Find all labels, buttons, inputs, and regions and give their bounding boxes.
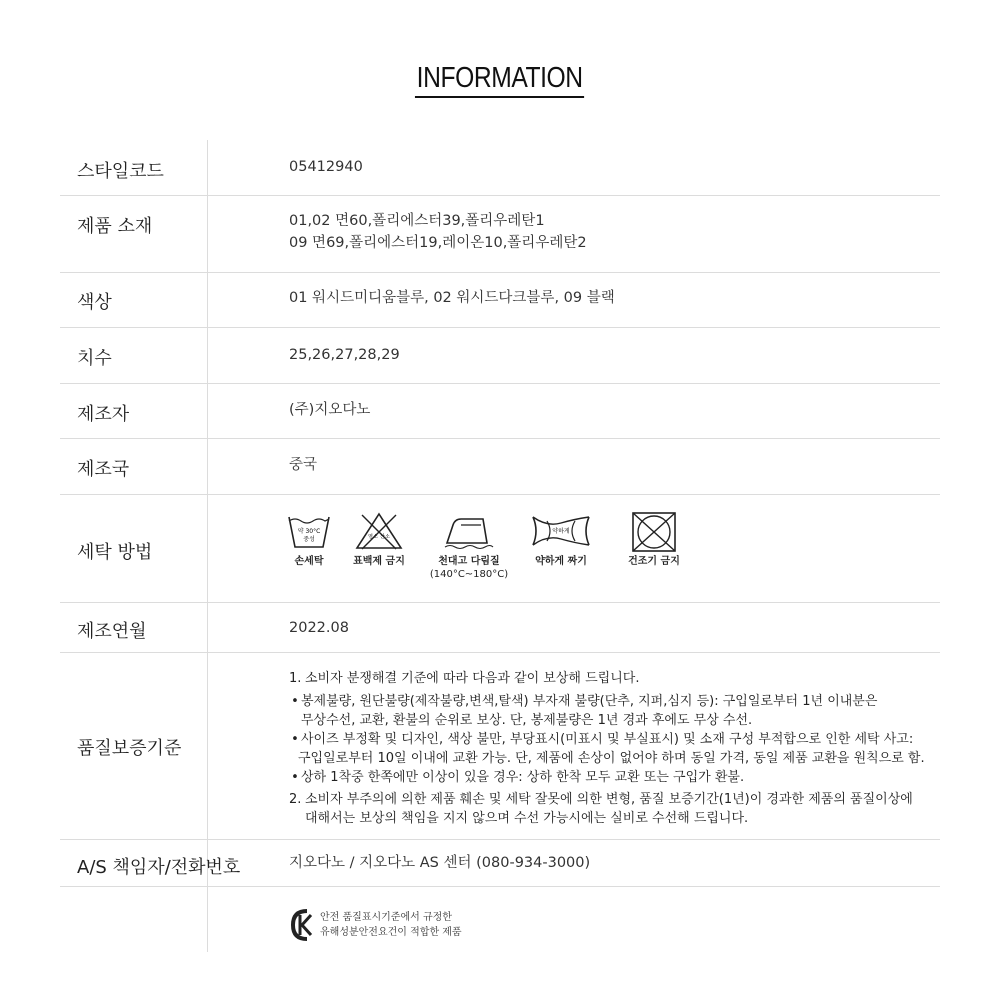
no-bleach-label: 표백제 금지 (353, 556, 405, 567)
info-table (60, 140, 940, 959)
style-code-value: 05412940 (289, 159, 363, 175)
hand-wash-neutral: 중성 (303, 536, 315, 543)
style-code-label: 스타일코드 (77, 161, 164, 182)
no-tumble-dry-icon (631, 511, 677, 553)
kc-mark-icon (289, 905, 315, 945)
hand-wash-temp: 약 30°C (297, 528, 321, 535)
row-wash (60, 495, 940, 603)
material-value-2: 09 면69,폴리에스터19,레이온10,폴리우레탄2 (289, 235, 587, 251)
wash-label: 세탁 방법 (77, 542, 153, 563)
no-bleach-oxygen: 산소 (380, 534, 390, 540)
hand-wash-label: 손세탁 (294, 556, 324, 567)
no-tumble-dry-label: 건조기 금지 (628, 556, 680, 567)
maker-value: (주)지오다노 (289, 402, 371, 418)
row-as (60, 840, 940, 887)
row-size (60, 328, 940, 384)
care-gentle-wring (526, 511, 596, 568)
quality-item-2b: 대해서는 보상의 책임을 지지 않으며 수선 가능시에는 실비로 수선해 드립니다. (305, 811, 749, 826)
row-color (60, 273, 940, 328)
country-label: 제조국 (77, 459, 130, 480)
care-no-tumble-dry (619, 511, 689, 568)
gentle-wring-icon (531, 511, 591, 551)
iron-label: 천대고 다림질 (438, 556, 500, 567)
quality-bullet-3: • 상하 1착중 한쪽에만 이상이 있을 경우: 상하 한착 모두 교환 또는 구입가 환불. (291, 770, 745, 785)
kc-text (320, 910, 462, 940)
row-quality (60, 653, 940, 840)
quality-bullet-2: • 사이즈 부정확 및 디자인, 색상 불만, 부당표시(미표시 및 부실표시) 및 소재 구성 부적합으로 인한 세탁 사고: (291, 732, 914, 747)
iron-icon (443, 511, 495, 551)
as-label: A/S 책임자/전화번호 (77, 857, 241, 878)
size-label: 치수 (77, 348, 112, 369)
material-value-1: 01,02 면60,폴리에스터39,폴리우레탄1 (289, 213, 545, 229)
quality-item-1: 1. 소비자 분쟁해결 기준에 따라 다음과 같이 보상해 드립니다. (289, 671, 640, 686)
kc-text-line-1: 안전 품질표시기준에서 규정한 (320, 912, 452, 923)
date-value: 2022.08 (289, 620, 349, 636)
color-value: 01 워시드미디움블루, 02 워시드다크블루, 09 블랙 (289, 290, 615, 306)
row-style-code (60, 140, 940, 196)
kc-text-line-2: 유해성분안전요건이 적합한 제품 (320, 927, 462, 938)
date-label: 제조연월 (77, 621, 147, 642)
maker-label: 제조자 (77, 404, 130, 425)
color-label: 색상 (77, 292, 112, 313)
page-title-wrap (0, 62, 1000, 98)
quality-item-2: 2. 소비자 부주의에 의한 제품 훼손 및 세탁 잘못에 의한 변형, 품질 보증기간(1년)이 경과한 제품의 품질이상에 (289, 792, 913, 807)
quality-bullet-1: • 봉제불량, 원단불량(제작불량,변색,탈색) 부자재 불량(단추, 지퍼,심지 등): 구입일로부터 1년 이내분은 (291, 694, 878, 709)
row-material (60, 196, 940, 273)
gentle-wring-text: 약하게 (552, 528, 570, 535)
gentle-wring-label: 약하게 짜기 (535, 556, 587, 567)
as-value: 지오다노 / 지오다노 AS 센터 (080-934-3000) (289, 855, 591, 871)
care-no-bleach (351, 511, 407, 568)
quality-label: 품질보증기준 (77, 738, 182, 759)
no-bleach-chlorine: 염소 (368, 534, 378, 540)
hand-wash-icon (287, 511, 331, 551)
care-hand-wash (281, 511, 337, 568)
iron-temp: (140°C~180°C) (429, 569, 509, 580)
row-date (60, 603, 940, 653)
row-maker (60, 384, 940, 439)
size-value: 25,26,27,28,29 (289, 347, 400, 363)
material-label: 제품 소재 (77, 216, 153, 237)
row-country (60, 439, 940, 495)
country-value: 중국 (289, 457, 318, 473)
care-icons (281, 511, 701, 601)
quality-bullet-1b: 무상수선, 교환, 환불의 순위로 보상. 단, 봉제불량은 1년 경과 후에도 무상 수선. (301, 713, 753, 728)
quality-bullet-2b: 구입일로부터 10일 이내에 교환 가능. 단, 제품에 손상이 없어야 하며 동일 가격, 동일 제품 교환을 원칙으로 함. (298, 751, 925, 766)
care-iron (429, 511, 509, 581)
row-kc (60, 887, 940, 959)
page-title: INFORMATION (415, 62, 584, 98)
no-bleach-icon (354, 511, 404, 551)
